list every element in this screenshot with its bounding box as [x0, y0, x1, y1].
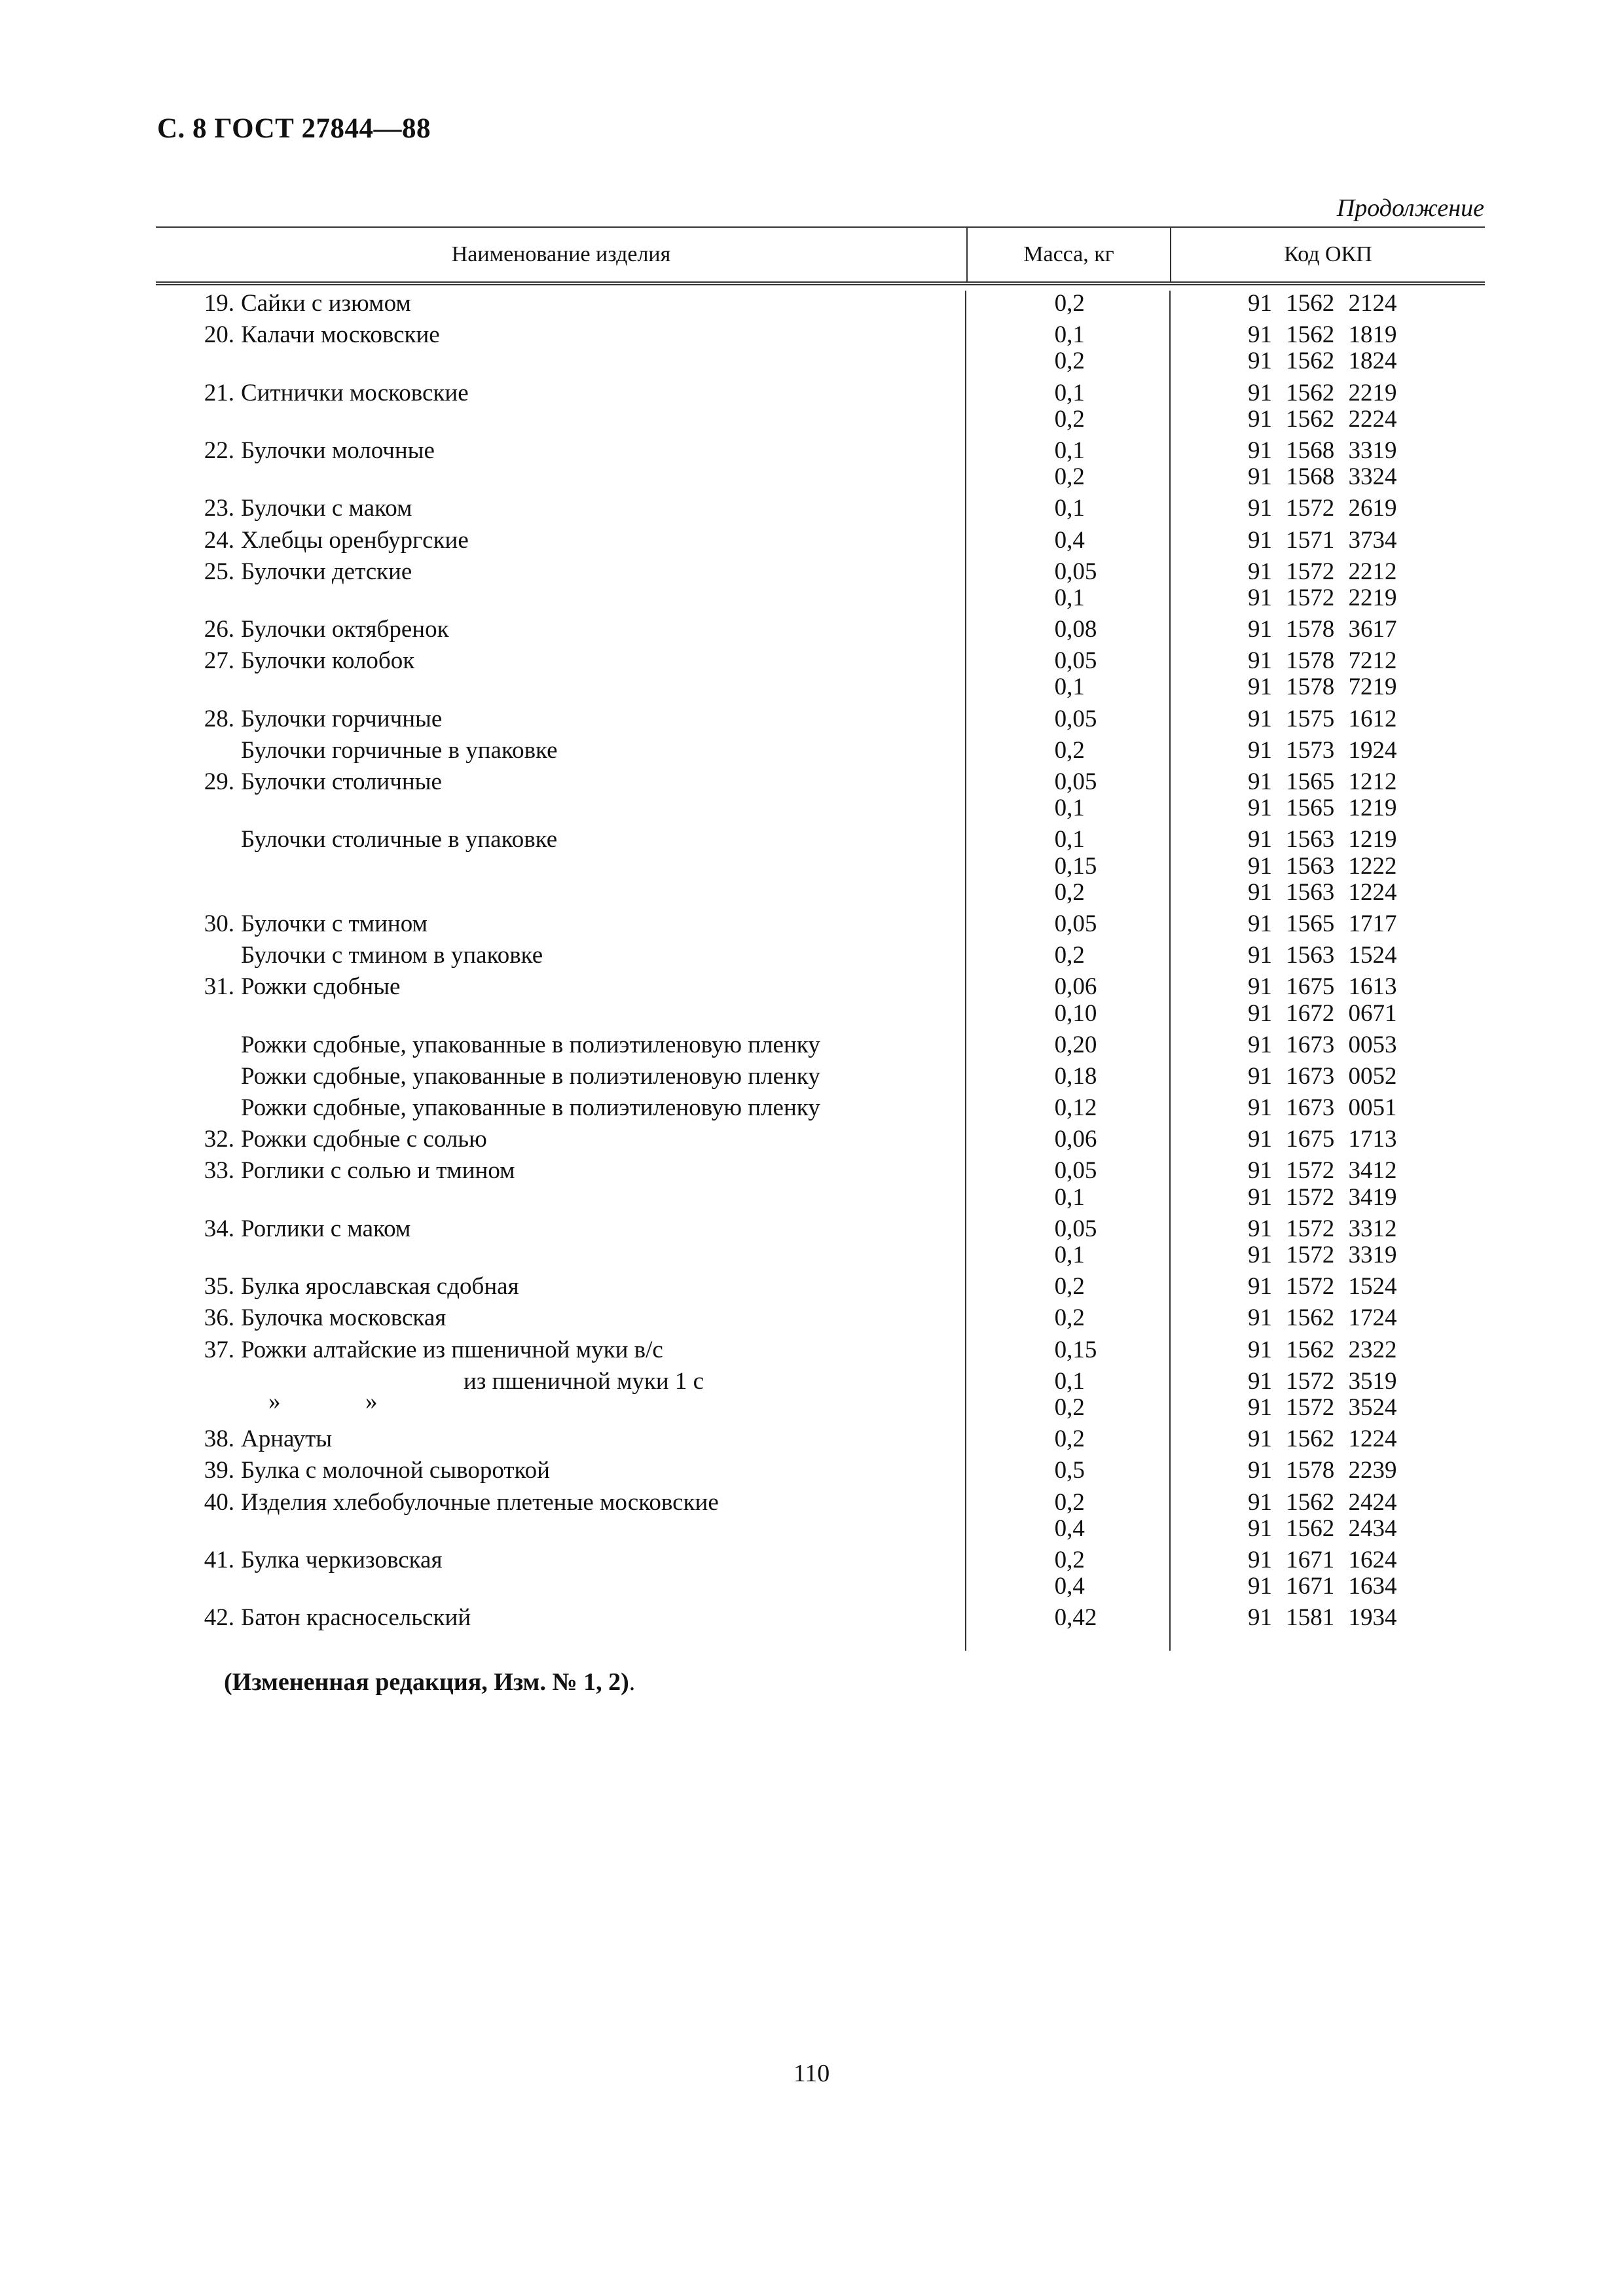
mass-value: 0,1 — [1054, 321, 1085, 349]
table-row-name — [156, 974, 965, 1000]
product-name: Булочки с тмином в упаковке — [241, 942, 543, 969]
product-name: Булочка московская — [241, 1304, 447, 1332]
mass-value: 0,1 — [1054, 1367, 1085, 1395]
product-name: Калачи московские — [241, 321, 440, 349]
mass-value: 0,2 — [1054, 736, 1085, 764]
table-row-name — [156, 1216, 965, 1242]
table-body — [156, 285, 1485, 1651]
mass-value: 0,12 — [1054, 1094, 1097, 1122]
mass-value: 0,05 — [1054, 1215, 1097, 1242]
product-name: из пшеничной муки 1 с — [464, 1367, 704, 1395]
okp-code: 91 1572 2212 — [1247, 558, 1397, 585]
mass-value: 0,05 — [1054, 910, 1097, 937]
mass-value: 0,1 — [1054, 584, 1085, 611]
product-name: Булка ярославская сдобная — [241, 1273, 519, 1300]
okp-code: 91 1571 3734 — [1247, 526, 1397, 554]
amendment-note — [224, 1668, 635, 1696]
row-number: 32. — [204, 1126, 234, 1153]
okp-code: 91 1562 1224 — [1247, 1426, 1397, 1453]
okp-code: 91 1672 0671 — [1247, 999, 1397, 1027]
row-number: 27. — [204, 647, 234, 675]
okp-code: 91 1562 1724 — [1247, 1304, 1397, 1332]
okp-code: 91 1572 3519 — [1247, 1367, 1397, 1395]
table-row-name — [156, 1242, 965, 1268]
continuation-label: Продолжение — [1336, 194, 1484, 222]
table-row-name — [156, 528, 965, 554]
mass-value: 0,05 — [1054, 768, 1097, 795]
mass-value: 0,42 — [1054, 1604, 1097, 1632]
row-number: 28. — [204, 705, 234, 732]
table-row-name — [156, 880, 965, 906]
table-row-name — [156, 648, 965, 674]
mass-value: 0,1 — [1054, 673, 1085, 701]
okp-code: 91 1568 3319 — [1247, 437, 1397, 464]
mass-column — [965, 291, 1169, 1651]
mass-value: 0,4 — [1054, 526, 1085, 554]
table-row-name — [156, 1547, 965, 1573]
mass-value: 0,1 — [1054, 826, 1085, 853]
mass-value: 0,1 — [1054, 1183, 1085, 1211]
table-row-name — [156, 1516, 965, 1542]
okp-code: 91 1562 1824 — [1247, 348, 1397, 375]
table-row-name — [156, 406, 965, 433]
table-row-name — [156, 322, 965, 348]
okp-code: 91 1562 2124 — [1247, 290, 1397, 317]
product-name: Булочки молочные — [241, 437, 435, 464]
ditto-mark: » — [365, 1388, 378, 1415]
product-name: Роглики с солью и тмином — [241, 1157, 515, 1185]
product-name: Роглики с маком — [241, 1215, 411, 1242]
table-row-name — [156, 1573, 965, 1600]
code-column — [1169, 291, 1485, 1651]
product-name: Ситнички московские — [241, 379, 469, 406]
table-row-name — [156, 738, 965, 764]
mass-value: 0,1 — [1054, 795, 1085, 822]
table-row-name — [156, 1095, 965, 1121]
mass-value: 0,2 — [1054, 405, 1085, 433]
product-name: Рожки сдобные, упакованные в полиэтиленовую пленку — [241, 1031, 820, 1058]
product-name: Рожки алтайские из пшеничной муки в/с — [241, 1336, 663, 1363]
column-header-code: Код ОКП — [1170, 228, 1485, 281]
mass-value: 0,1 — [1054, 495, 1085, 522]
amendment-period: . — [629, 1668, 636, 1696]
row-number: 20. — [204, 321, 234, 349]
row-number: 22. — [204, 437, 234, 464]
okp-code: 91 1562 2424 — [1247, 1488, 1397, 1516]
table-row-name — [156, 380, 965, 406]
row-number: 35. — [204, 1273, 234, 1300]
mass-value: 0,2 — [1054, 1393, 1085, 1421]
table-row-name — [156, 585, 965, 611]
name-column — [156, 291, 965, 1651]
row-number: 41. — [204, 1546, 234, 1573]
table-row-name — [156, 942, 965, 969]
okp-code: 91 1572 1524 — [1247, 1273, 1397, 1300]
mass-value: 0,2 — [1054, 878, 1085, 906]
okp-code: 91 1573 1924 — [1247, 736, 1397, 764]
okp-code: 91 1578 3617 — [1247, 616, 1397, 643]
row-number: 23. — [204, 495, 234, 522]
row-number: 40. — [204, 1488, 234, 1516]
table-row-name — [156, 1605, 965, 1631]
okp-code: 91 1578 7212 — [1247, 647, 1397, 675]
row-number: 42. — [204, 1604, 234, 1632]
okp-code: 91 1562 2219 — [1247, 379, 1397, 406]
table-row-name — [156, 795, 965, 821]
mass-value: 0,06 — [1054, 973, 1097, 1001]
mass-value: 0,06 — [1054, 1126, 1097, 1153]
mass-value: 0,1 — [1054, 1242, 1085, 1268]
mass-value: 0,5 — [1054, 1457, 1085, 1484]
okp-code: 91 1562 2224 — [1247, 405, 1397, 433]
mass-value: 0,1 — [1054, 379, 1085, 406]
table-row-name — [156, 1305, 965, 1331]
product-name: Булочки горчичные в упаковке — [241, 736, 558, 764]
product-name: Булка черкизовская — [241, 1546, 443, 1573]
okp-code: 91 1673 0053 — [1247, 1031, 1397, 1058]
okp-code: 91 1671 1634 — [1247, 1573, 1397, 1600]
okp-code: 91 1565 1219 — [1247, 795, 1397, 822]
mass-value: 0,08 — [1054, 616, 1097, 643]
row-number: 37. — [204, 1336, 234, 1363]
ditto-mark: » — [268, 1388, 281, 1415]
column-header-name: Наименование изделия — [451, 242, 671, 266]
table-row-name — [156, 1001, 965, 1027]
table-row-name — [156, 438, 965, 464]
table-row-name — [156, 617, 965, 643]
okp-code: 91 1572 2619 — [1247, 495, 1397, 522]
okp-code: 91 1563 1222 — [1247, 852, 1397, 880]
table-row-name — [156, 769, 965, 795]
product-name: Арнауты — [241, 1426, 333, 1453]
mass-value: 0,2 — [1054, 1273, 1085, 1300]
okp-code: 91 1675 1613 — [1247, 973, 1397, 1001]
amendment-text: (Измененная редакция, Изм. № 1, 2) — [224, 1668, 629, 1696]
okp-code: 91 1673 0052 — [1247, 1062, 1397, 1090]
table-row-name — [156, 1490, 965, 1516]
mass-value: 0,10 — [1054, 999, 1097, 1027]
row-number: 24. — [204, 526, 234, 554]
mass-value: 0,2 — [1054, 942, 1085, 969]
okp-code: 91 1568 3324 — [1247, 463, 1397, 491]
product-name: Изделия хлебобулочные плетеные московские — [241, 1488, 719, 1516]
okp-code: 91 1565 1212 — [1247, 768, 1397, 795]
row-number: 25. — [204, 558, 234, 585]
product-name: Рожки сдобные с солью — [241, 1126, 487, 1153]
product-name: Рожки сдобные, упакованные в полиэтиленовую пленку — [241, 1094, 820, 1122]
okp-code: 91 1563 1524 — [1247, 942, 1397, 969]
product-name: Булочки октябренок — [241, 616, 449, 643]
row-number: 38. — [204, 1426, 234, 1453]
mass-value: 0,18 — [1054, 1062, 1097, 1090]
row-number: 34. — [204, 1215, 234, 1242]
row-number: 33. — [204, 1157, 234, 1185]
okp-code: 91 1572 2219 — [1247, 584, 1397, 611]
product-name: Булочки колобок — [241, 647, 415, 675]
table-row-name — [156, 1337, 965, 1363]
okp-code: 91 1581 1934 — [1247, 1604, 1397, 1632]
table-row-name — [156, 1126, 965, 1153]
product-name: Булка с молочной сывороткой — [241, 1457, 550, 1484]
product-table — [156, 226, 1485, 1651]
row-number: 26. — [204, 616, 234, 643]
product-name: Батон красносельский — [241, 1604, 471, 1632]
mass-value: 0,20 — [1054, 1031, 1097, 1058]
mass-value: 0,2 — [1054, 1304, 1085, 1332]
product-name: Сайки с изюмом — [241, 290, 411, 317]
row-number: 29. — [204, 768, 234, 795]
mass-value: 0,15 — [1054, 852, 1097, 880]
mass-value: 0,1 — [1054, 437, 1085, 464]
okp-code: 91 1578 2239 — [1247, 1457, 1397, 1484]
product-name: Булочки с маком — [241, 495, 412, 522]
table-row-name — [156, 911, 965, 937]
table-row-name — [156, 1185, 965, 1211]
okp-code: 91 1575 1612 — [1247, 705, 1397, 732]
row-number: 36. — [204, 1304, 234, 1332]
table-row-name — [156, 1367, 965, 1415]
mass-value: 0,05 — [1054, 558, 1097, 585]
row-number: 19. — [204, 290, 234, 317]
table-row-name — [156, 1158, 965, 1184]
table-row-name — [156, 827, 965, 853]
product-name: Хлебцы оренбургские — [241, 526, 469, 554]
okp-code: 91 1563 1219 — [1247, 826, 1397, 853]
table-row-name — [156, 559, 965, 585]
table-row-name — [156, 1274, 965, 1300]
mass-value: 0,2 — [1054, 1426, 1085, 1453]
mass-value: 0,15 — [1054, 1336, 1097, 1363]
product-name: Рожки сдобные — [241, 973, 401, 1001]
mass-value: 0,2 — [1054, 1546, 1085, 1573]
okp-code: 91 1572 3524 — [1247, 1393, 1397, 1421]
okp-code: 91 1562 2322 — [1247, 1336, 1397, 1363]
product-name: Булочки с тмином — [241, 910, 428, 937]
product-name: Булочки столичные в упаковке — [241, 826, 558, 853]
table-row-name — [156, 291, 965, 317]
table-row-name — [156, 495, 965, 522]
table-row-name — [156, 1426, 965, 1452]
mass-value: 0,05 — [1054, 705, 1097, 732]
okp-code: 91 1572 3312 — [1247, 1215, 1397, 1242]
row-number: 21. — [204, 379, 234, 406]
okp-code: 91 1572 3419 — [1247, 1183, 1397, 1211]
row-number: 30. — [204, 910, 234, 937]
mass-value: 0,2 — [1054, 1488, 1085, 1516]
okp-code: 91 1671 1624 — [1247, 1546, 1397, 1573]
okp-code: 91 1562 1819 — [1247, 321, 1397, 349]
mass-value: 0,05 — [1054, 1157, 1097, 1185]
table-row-name — [156, 464, 965, 490]
product-name: Булочки детские — [241, 558, 412, 585]
okp-code: 91 1572 3412 — [1247, 1157, 1397, 1185]
page-number: 110 — [793, 2060, 830, 2087]
okp-code: 91 1578 7219 — [1247, 673, 1397, 701]
row-number: 39. — [204, 1457, 234, 1484]
mass-value: 0,4 — [1054, 1515, 1085, 1542]
table-header — [156, 226, 1485, 285]
table-row-name — [156, 706, 965, 732]
okp-code: 91 1563 1224 — [1247, 878, 1397, 906]
mass-value: 0,4 — [1054, 1573, 1085, 1600]
okp-code: 91 1565 1717 — [1247, 910, 1397, 937]
column-header-mass: Масса, кг — [966, 228, 1170, 281]
okp-code: 91 1572 3319 — [1247, 1242, 1397, 1268]
mass-value: 0,2 — [1054, 463, 1085, 491]
table-row-name — [156, 1032, 965, 1058]
mass-value: 0,2 — [1054, 348, 1085, 375]
okp-code: 91 1562 2434 — [1247, 1515, 1397, 1542]
table-row-name — [156, 674, 965, 700]
table-row-name — [156, 348, 965, 374]
table-row-name — [156, 1064, 965, 1090]
product-name: Рожки сдобные, упакованные в полиэтиленовую пленку — [241, 1062, 820, 1090]
okp-code: 91 1675 1713 — [1247, 1126, 1397, 1153]
okp-code: 91 1673 0051 — [1247, 1094, 1397, 1122]
document-header: С. 8 ГОСТ 27844—88 — [157, 113, 431, 144]
table-row-name — [156, 853, 965, 880]
product-name: Булочки горчичные — [241, 705, 443, 732]
product-name: Булочки столичные — [241, 768, 442, 795]
mass-value: 0,05 — [1054, 647, 1097, 675]
row-number: 31. — [204, 973, 234, 1001]
table-row-name — [156, 1458, 965, 1484]
mass-value: 0,2 — [1054, 290, 1085, 317]
